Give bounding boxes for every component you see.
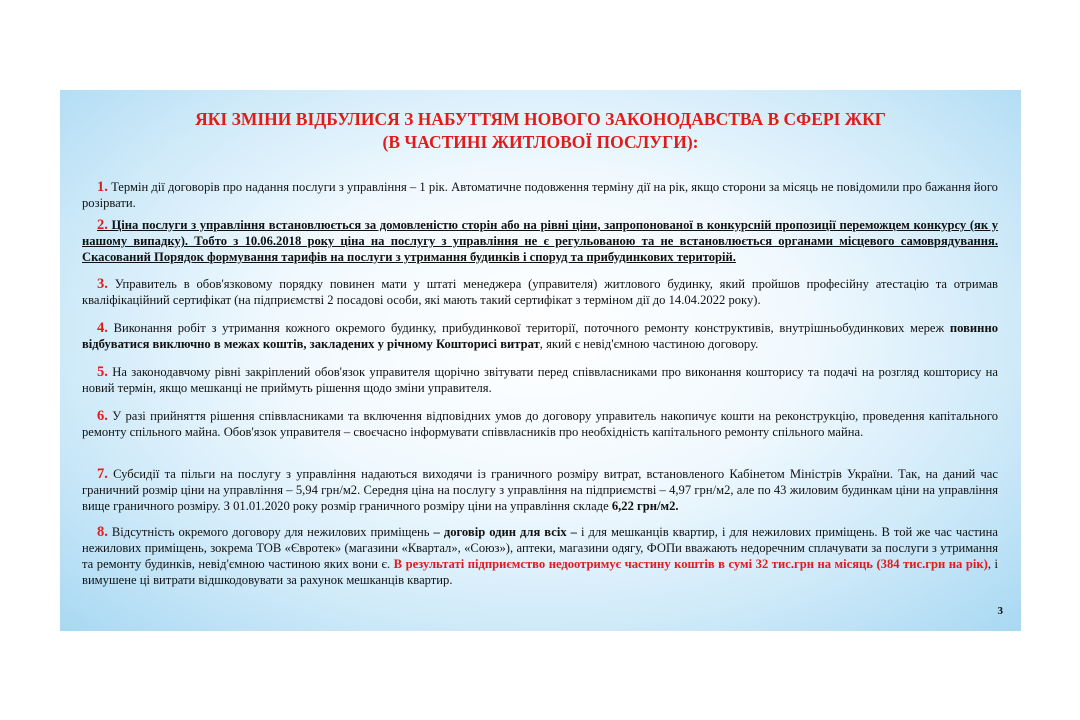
item-text: Управитель в обов'язковому порядку повинен мати у штаті менеджера (управителя) житлового будинку, який пройшов професійну атестацію та отримав кваліфікаційний сертифікат (на підприємстві 2 посадові особи, які мають такий сертифікат з терміном дії до 14.04.2022 року). — [82, 277, 998, 307]
item-text: Субсидії та пільги на послугу з управління надаються виходячи із граничного розміру витрат, встановленого Кабінетом Міністрів України. Так, на даний час граничний розмір ціни на управління – 5,94 грн/м2. Середня ціна на послугу з управління на підприємстві – 4,97 грн/м2, але по 43 жиловим будинкам ціни на управління вище граничного розміру. З 01.01.2020 року розмір граничного розміру ціни на управління складе — [82, 467, 998, 513]
item-text-highlight: В результаті підприємство недоотримує частину коштів в сумі 32 тис.грн на місяць (384 тис.грн на рік) — [393, 557, 988, 571]
item-number: 4. — [97, 320, 108, 336]
list-item-1 — [82, 179, 998, 211]
item-number: 7. — [97, 466, 108, 482]
list-item-6 — [82, 408, 998, 440]
item-number: 2. — [97, 217, 108, 233]
item-text: Термін дії договорів про надання послуги з управління – 1 рік. Автоматичне подовження терміну дії на рік, якщо сторони за місяць не повідомили про бажання його розірвати. — [82, 180, 998, 210]
item-number: 6. — [97, 408, 108, 424]
item-text: Виконання робіт з утримання кожного окремого будинку, прибудинкової території, поточного ремонту конструктивів, внутрішньобудинкових мереж — [113, 321, 950, 335]
item-text-bold: повинно відбуватися виключно в межах коштів, закладених у річному Кошторисі витрат — [82, 321, 998, 351]
item-text: У разі прийняття рішення співвласниками та включення відповідних умов до договору управитель накопичує кошти на реконструкцію, проведення капітального ремонту спільного майна. Обов'язок управителя – своєчасно інформувати співвласників про необхідність капітального ремонту спільного майна. — [82, 409, 998, 439]
item-text: На законодавчому рівні закріплений обов'язок управителя щорічно звітувати перед співвласниками про виконання кошторису та подачі на розгляд кошторису на новий термін, якщо мешканці не приймуть рішення щодо зміни управителя. — [82, 365, 998, 395]
item-text: , і вимушене ці витрати відшкодовувати за рахунок мешканців квартир. — [82, 557, 999, 587]
item-number: 3. — [97, 276, 108, 292]
page-number: 3 — [997, 605, 1003, 617]
item-text: Відсутність окремого договору для нежилових приміщень — [111, 525, 434, 539]
list-item-4 — [82, 320, 998, 352]
item-number: 1. — [97, 179, 108, 195]
item-number: 5. — [97, 364, 108, 380]
list-item-3 — [82, 276, 998, 308]
list-item-2 — [82, 217, 998, 265]
title-line-2: (В ЧАСТИНІ ЖИТЛОВОЇ ПОСЛУГИ): — [382, 132, 699, 152]
slide — [60, 90, 1021, 631]
item-text: Ціна послуги з управління встановлюється за домовленістю сторін або на рівні ціни, запропонованої в конкурсній пропозиції переможцем конкурсу (як у нашому випадку). Тобто з 10.06.2018 року ціна на послугу з управління не є регульованою та не встановлюється органами місцевого самоврядування. Скасований Порядок формування тарифів на послуги з утримання будинків і споруд та прибудинкових територій. — [82, 218, 998, 264]
list-item-7 — [82, 466, 998, 514]
item-text-bold: – договір один для всіх – — [433, 525, 577, 539]
item-text: і для мешканців квартир, і для нежилових приміщень. В той же час частина нежилових приміщень, зокрема ТОВ «Євротек» (магазини «Квартал», «Союз»), аптеки, магазини одягу, ФОПи вважають недоречним сплачувати за послуги з утримання та ремонту будинків, невід'ємною частиною яких вони є. — [82, 525, 998, 571]
item-number: 8. — [97, 524, 108, 540]
item-text-bold: 6,22 грн/м2. — [611, 499, 679, 513]
list-item-5 — [82, 364, 998, 396]
title-line-1: ЯКІ ЗМІНИ ВІДБУЛИСЯ З НАБУТТЯМ НОВОГО ЗАКОНОДАВСТВА В СФЕРІ ЖКГ — [195, 109, 886, 129]
item-text: , який є невід'ємною частиною договору. — [539, 337, 759, 351]
list-item-8 — [82, 524, 998, 588]
slide-title — [60, 108, 1021, 154]
